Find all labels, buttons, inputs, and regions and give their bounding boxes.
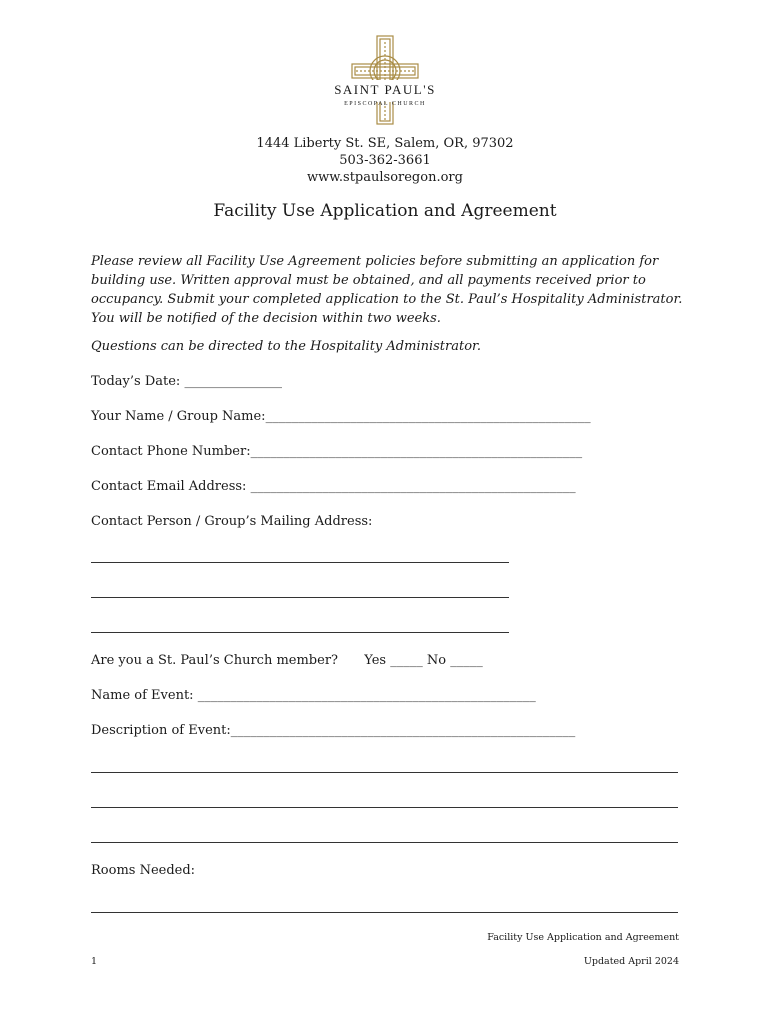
member-no-line[interactable]: _____	[450, 653, 483, 668]
email-line[interactable]: __________________________________________________	[250, 479, 576, 494]
email-field[interactable]	[91, 479, 576, 494]
rooms-needed-label: Rooms Needed:	[91, 863, 196, 878]
event-description-line-3[interactable]	[91, 807, 678, 808]
address-phone: 503-362-3661	[339, 153, 431, 168]
rooms-needed-line[interactable]	[91, 912, 678, 913]
member-no-label: No	[426, 653, 447, 668]
member-label: Are you a St. Paul’s Church member?	[91, 653, 338, 668]
event-description-label: Description of Event:	[91, 723, 231, 738]
member-yes-label: Yes	[364, 653, 387, 668]
event-description-line-2[interactable]	[91, 772, 678, 773]
event-name-field[interactable]	[91, 688, 536, 703]
mailing-address-line-3[interactable]	[91, 632, 509, 633]
name-field[interactable]	[91, 409, 591, 424]
name-line[interactable]: __________________________________________________	[265, 409, 591, 424]
address-website[interactable]: www.stpaulsoregon.org	[307, 170, 463, 185]
member-question	[91, 653, 483, 668]
footer-doc-title: Facility Use Application and Agreement	[487, 932, 679, 943]
todays-date-label: Today’s Date:	[91, 374, 181, 389]
logo-name: SAINT PAUL'S	[334, 82, 436, 97]
logo-subtitle: EPISCOPAL CHURCH	[344, 101, 426, 107]
email-label: Contact Email Address:	[91, 479, 247, 494]
event-description-line[interactable]: _____________________________________________________	[230, 723, 576, 738]
mailing-address-line-1[interactable]	[91, 562, 509, 563]
event-name-label: Name of Event:	[91, 688, 194, 703]
footer-updated: Updated April 2024	[583, 956, 679, 967]
phone-line[interactable]: ___________________________________________________	[250, 444, 583, 459]
address-street: 1444 Liberty St. SE, Salem, OR, 97302	[256, 136, 514, 151]
event-name-line[interactable]: ____________________________________________________	[197, 688, 536, 703]
event-description-line-4[interactable]	[91, 842, 678, 843]
phone-field[interactable]	[91, 444, 582, 459]
member-yes-line[interactable]: _____	[390, 653, 423, 668]
mailing-address-label: Contact Person / Group’s Mailing Address:	[91, 514, 373, 529]
page-title: Facility Use Application and Agreement	[213, 201, 557, 221]
todays-date-field[interactable]	[91, 374, 282, 389]
todays-date-line[interactable]: _______________	[184, 374, 282, 389]
church-logo	[322, 34, 448, 126]
mailing-address-line-2[interactable]	[91, 597, 509, 598]
phone-label: Contact Phone Number:	[91, 444, 251, 459]
name-label: Your Name / Group Name:	[91, 409, 266, 424]
intro-paragraph: Please review all Facility Use Agreement policies before submitting an application for building use. Written approval must be obtained, and all payments received prior to occupancy. Submit your completed application to the St. Paul’s Hospitality Administrator. You will be notified of the decision within two weeks.	[91, 254, 683, 326]
event-description-field[interactable]	[91, 723, 575, 738]
footer-page-number: 1	[91, 956, 98, 967]
questions-note: Questions can be directed to the Hospitality Administrator.	[91, 339, 481, 354]
